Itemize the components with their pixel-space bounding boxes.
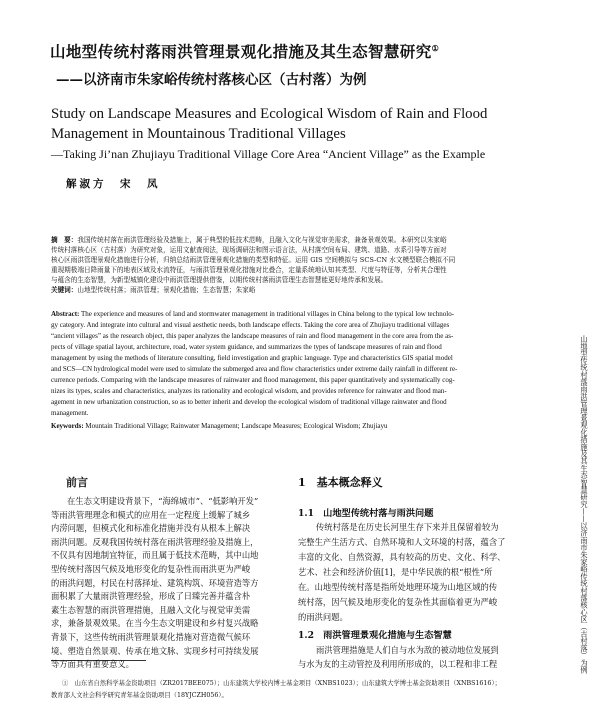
body-line: 型传统村落因气候及地形变化的复杂性而雨洪更为严峻 [51, 564, 251, 574]
body-line: 面积累了大量雨洪管理经验，形成了日臻完善并蕴含朴 [51, 591, 251, 602]
abstract-cn-line [51, 236, 551, 246]
body-line: 雨洪管理措施是人们自与水为敌的被动地位发展到 [316, 645, 499, 655]
keywords-cn-text: 山地型传统村落；雨洪管理；景观化措施；生态智慧；朱家峪 [77, 286, 256, 294]
subsection-heading-1-1: 1.1 山地型传统村落与雨洪问题 [298, 508, 434, 519]
footnote-line: ① 山东省自然科学基金资助项目（ZR2017BEE075）；山东建筑大学校内博士基金项目（XNBS1023）；山东建筑大学博士基金资助项目（XNBS1616）； [62, 680, 501, 687]
abstract-en-line: currence periods. Comparing with the landscape measures of rainwater and flood management, this paper quantitatively and systematically cog- [51, 376, 455, 384]
body-line: 与水为友的主动管控及利用所形成的，以工程和非工程 [298, 659, 498, 669]
paper-subtitle-en: —Taking Ji’nan Zhujiayu Traditional Village Core Area “Ancient Village” as the Example [51, 147, 486, 161]
abstract-en-line: “ancient villages” as the research object, this paper analyzes the landscape measures of rain and flood management in the core area from the as- [51, 332, 454, 340]
body-line: 境、塑造自然景观、传承在地文脉、实现乡村可持续发展 [51, 645, 259, 656]
body-line: 不仅具有因地制宜特征，而且属于低技术范畴，其中山地 [51, 550, 259, 561]
section-heading-1: 1 基本概念释义 [298, 476, 383, 489]
abstract-en-line: gy category. And integrate into cultural and visual aesthetic needs, both landscape effects. Taking the core area of Zhujiayu traditional villages [51, 321, 450, 329]
abstract-en-line: and SCS—CN hydrological model were used to simulate the submerged area and flow characteristics under extreme daily rainfall in different re- [51, 365, 458, 373]
abstract-cn-line: 与蕴含的生态智慧，为新型城镇化建设中雨洪管理提供借鉴，以期传统村落雨洪管理生态智慧能更好地传承和发展。 [51, 276, 388, 284]
section-heading-preface: 前言 [66, 476, 88, 489]
abstract-cn-text: 我国传统村落在雨洪管理经验及措施上，属于典型的低技术范畴，且融入文化与视觉审美需求，兼备景观效果。本研究以朱家峪 [77, 236, 447, 244]
keywords-cn-label: 关键词： [51, 286, 78, 294]
abstract-en-line: pects of village spatial layout, architecture, road, water system guidance, and summarizes the types of landscape measures of rain and flood [51, 343, 442, 351]
body-line: 艺术、社会和经济价值[1]，是中华民族的根“根性”所 [298, 567, 493, 577]
body-line: 等方面具有重要意义。 [51, 659, 134, 670]
body-line: 求，兼备景观效果。在当今生态文明建设和乡村复兴战略 [51, 618, 259, 629]
body-line: 的雨洪问题，村民在村落择址、建筑构筑、环境营造等方 [51, 577, 259, 588]
title-footnote-mark: ① [431, 42, 440, 53]
body-line: 传统村落是在历史长河里生存下来并且保留着较为 [316, 522, 499, 532]
authors: 解淑方 宋 凤 [66, 178, 161, 190]
paper-subtitle-cn: ——以济南市朱家峪传统村落核心区（古村落）为例 [56, 72, 367, 88]
keywords-en-text: Mountain Traditional Village; Rainwater Management; Landscape Measures; Ecological Wisdom; Zhujiayu [85, 422, 388, 430]
abstract-en-line: nizes its types, scales and characteristics, analyzes its rationality and ecological wisdom, and provides reference for rainwater and flood man- [51, 387, 447, 395]
abstract-cn-line: 核心区雨洪管理景观化措施进行分析，归纳总结雨洪管理景观化措施的类型和特征。运用 GIS 空间模拟与 SCS-CN 水文模型联合模拟不同 [51, 256, 456, 264]
abstract-cn-label: 摘 要： [51, 236, 78, 244]
paper-title-en-line-1: Study on Landscape Measures and Ecological Wisdom of Rain and Flood [51, 106, 488, 122]
body-line: 在。山地型传统村落是指所处地理环境为山地区域的传 [298, 582, 498, 592]
keywords-cn [51, 286, 551, 296]
body-line: 雨洪问题。反观我国传统村落在雨洪管理经验及措施上， [51, 536, 259, 547]
paper-title-cn [50, 40, 550, 62]
abstract-en-label: Abstract: [51, 310, 80, 318]
keywords-en [51, 421, 551, 431]
body-line: 统村落，因气候及地形变化的复杂性其面临着更为严峻 [298, 597, 498, 607]
abstract-cn-line: 重现期极端日降雨量下的地表区域及水流特征，与雨洪管理景观化措施对比叠合，定量系统地认知其类型、尺度与特征等，分析其合理性 [51, 266, 447, 274]
body-line: 的雨洪问题。 [298, 612, 348, 622]
subsection-heading-1-2: 1.2 雨洪管理景观化措施与生态智慧 [298, 630, 452, 641]
paper-title-cn-text: 山地型传统村落雨洪管理景观化措施及其生态智慧研究 [50, 42, 432, 61]
footnote-line: 教育部人文社会科学研究青年基金资助项目（18YJCZH056）。 [51, 692, 228, 699]
body-line: 在生态文明建设背景下，“海绵城市”、“低影响开发” [67, 496, 259, 506]
abstract-en-line [51, 309, 551, 319]
body-line: 素生态智慧的雨洪管理措施，且融入文化与视觉审美需 [51, 604, 251, 615]
body-line: 背景下，这些传统雨洪管理景观化措施对营造微气候环 [51, 632, 251, 642]
body-line: 丰富的文化、自然资源，具有较高的历史、文化、科学、 [298, 552, 506, 562]
abstract-en-text: The experience and measures of land and stormwater management in traditional villages in China belong to the typical low technolo- [81, 310, 455, 318]
abstract-cn-line: 传统村落核心区（古村落）为研究对象，运用文献查阅法，现场调研法和图示语言法，从村落空间布局、建筑、道路、水系引导等方面对 [51, 246, 447, 254]
body-line: 等雨洪管理理念和模式的应用在一定程度上缓解了城乡 [51, 509, 251, 520]
body-line: 完整生产生活方式、自然环境和人文环境的村落，蕴含了 [298, 537, 506, 547]
paper-title-en-line-2: Management in Mountainous Traditional Villages [51, 126, 346, 142]
side-running-title: 山地型传统村落雨洪管理景观化措施及其生态智慧研究——以济南市朱家峪传统村落核心区（古村落）为例 [580, 335, 589, 674]
abstract-en-line: management by using the methods of literature consulting, field investigation and graphic language. Type and characteristics GIS spatial model [51, 354, 453, 362]
body-line: 内涝问题，但模式化和标准化措施并没有从根本上解决 [51, 523, 251, 534]
keywords-en-label: Keywords: [51, 422, 84, 430]
abstract-en-line: agement in new urbanization construction, so as to better inherit and develop the ecological wisdom of traditional village rainwater and flood [51, 398, 447, 406]
abstract-en-line: management. [51, 409, 89, 417]
